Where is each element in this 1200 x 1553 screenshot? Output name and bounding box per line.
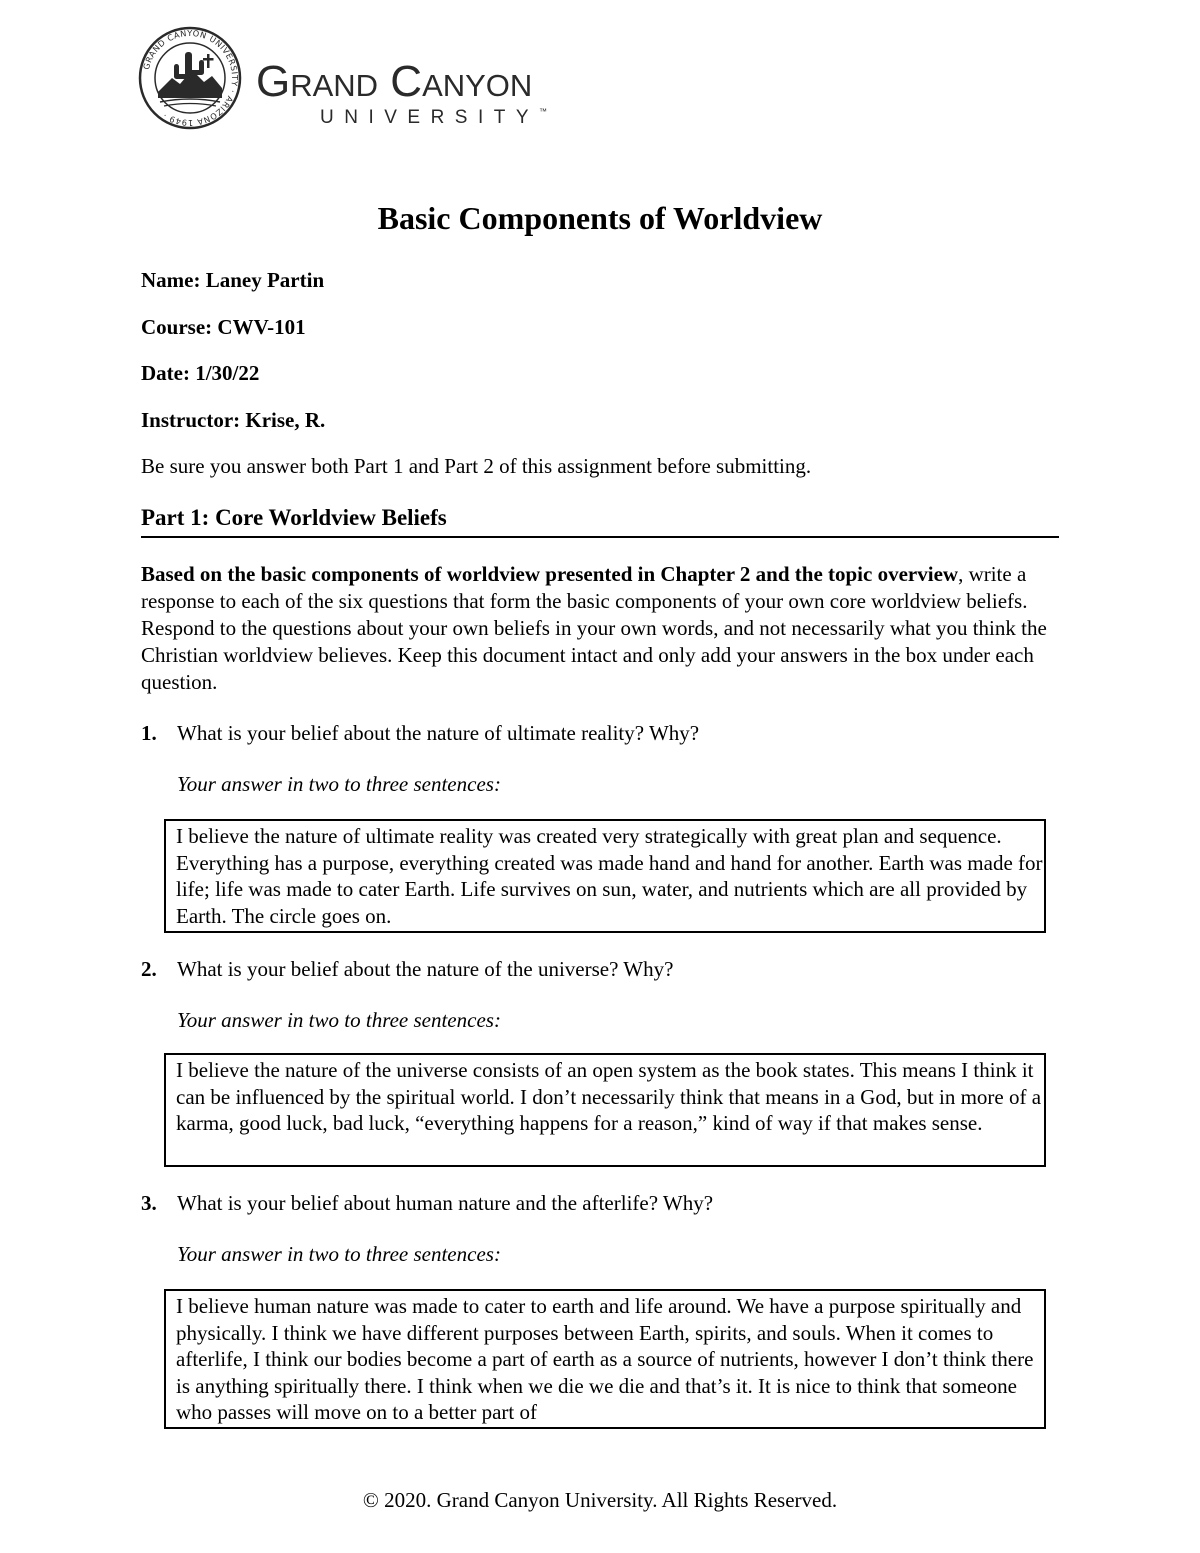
submission-reminder: Be sure you answer both Part 1 and Part 2 of this assignment before submitting. [141, 454, 812, 478]
answer-box-2[interactable]: I believe the nature of the universe consists of an open system as the book states. This means I think it can be influenced by the spiritual world. I don’t necessarily think that means in a God, but in more of a karma, good luck, bad luck, “everything happens for a reason,” kind of way if that makes sense. [164, 1053, 1046, 1167]
wordmark-sub-text: UNIVERSITY [320, 107, 540, 128]
question-3 [141, 1190, 1059, 1217]
instructions-bold: Based on the basic components of worldview presented in Chapter 2 and the topic overview [141, 562, 959, 586]
university-logo [138, 26, 618, 134]
answer-prompt-3: Your answer in two to three sentences: [177, 1242, 501, 1266]
answer-box-3[interactable]: I believe human nature was made to cater to earth and life around. We have a purpose spiritually and physically. I think we have different purposes between Earth, spirits, and souls. When it comes to afterlife, I think our bodies become a part of earth as a source of nutrients, however I don’t think there is anything spiritually there. I think when we die we die and that’s it. It is nice to think that someone who passes will move on to a better part of [164, 1289, 1046, 1429]
student-name: Name: Laney Partin [141, 268, 325, 292]
question-number: 2. [141, 957, 157, 981]
trademark-symbol: ™ [539, 107, 548, 116]
instructor-name: Instructor: Krise, R. [141, 408, 326, 432]
instructions-text: , write a response to each of the six questions that form the basic components of your own core worldview beliefs. Respond to the questions about your own beliefs in your own words, and not necessarily what you think the Christian worldview believes. Keep this document intact and only add your answers in the box under each question. [141, 562, 1047, 694]
copyright-footer: © 2020. Grand Canyon University. All Rights Reserved. [362, 1488, 838, 1512]
course-code: Course: CWV-101 [141, 315, 306, 339]
university-seal-icon [138, 26, 242, 130]
question-number: 3. [141, 1191, 157, 1215]
wordmark-main: Grand Canyon [256, 57, 533, 106]
svg-text:GRAND CANYON UNIVERSITY · ARIZ: GRAND CANYON UNIVERSITY · ARIZONA 1949 · [140, 27, 241, 129]
question-text: What is your belief about the nature of ultimate reality? Why? [177, 721, 700, 745]
part1-instructions [141, 561, 1066, 696]
question-number: 1. [141, 721, 157, 745]
answer-box-1[interactable]: I believe the nature of ultimate reality was created very strategically with great plan and sequence. Everything has a purpose, everything created was made hand and hand for another. Earth was made for life; life was made to cater Earth. Life survives on sun, water, and nutrients which are all provided by Earth. The circle goes on. [164, 819, 1046, 933]
wordmark-sub [256, 108, 547, 127]
part1-heading: Part 1: Core Worldview Beliefs [141, 503, 1059, 538]
document-title: Basic Components of Worldview [377, 200, 823, 236]
answer-prompt-2: Your answer in two to three sentences: [177, 1008, 501, 1032]
answer-prompt-1: Your answer in two to three sentences: [177, 772, 501, 796]
question-1 [141, 720, 1059, 747]
submission-date: Date: 1/30/22 [141, 361, 260, 385]
question-2 [141, 956, 1059, 983]
question-text: What is your belief about the nature of the universe? Why? [177, 957, 674, 981]
university-wordmark [256, 57, 548, 128]
question-text: What is your belief about human nature and the afterlife? Why? [177, 1191, 714, 1215]
